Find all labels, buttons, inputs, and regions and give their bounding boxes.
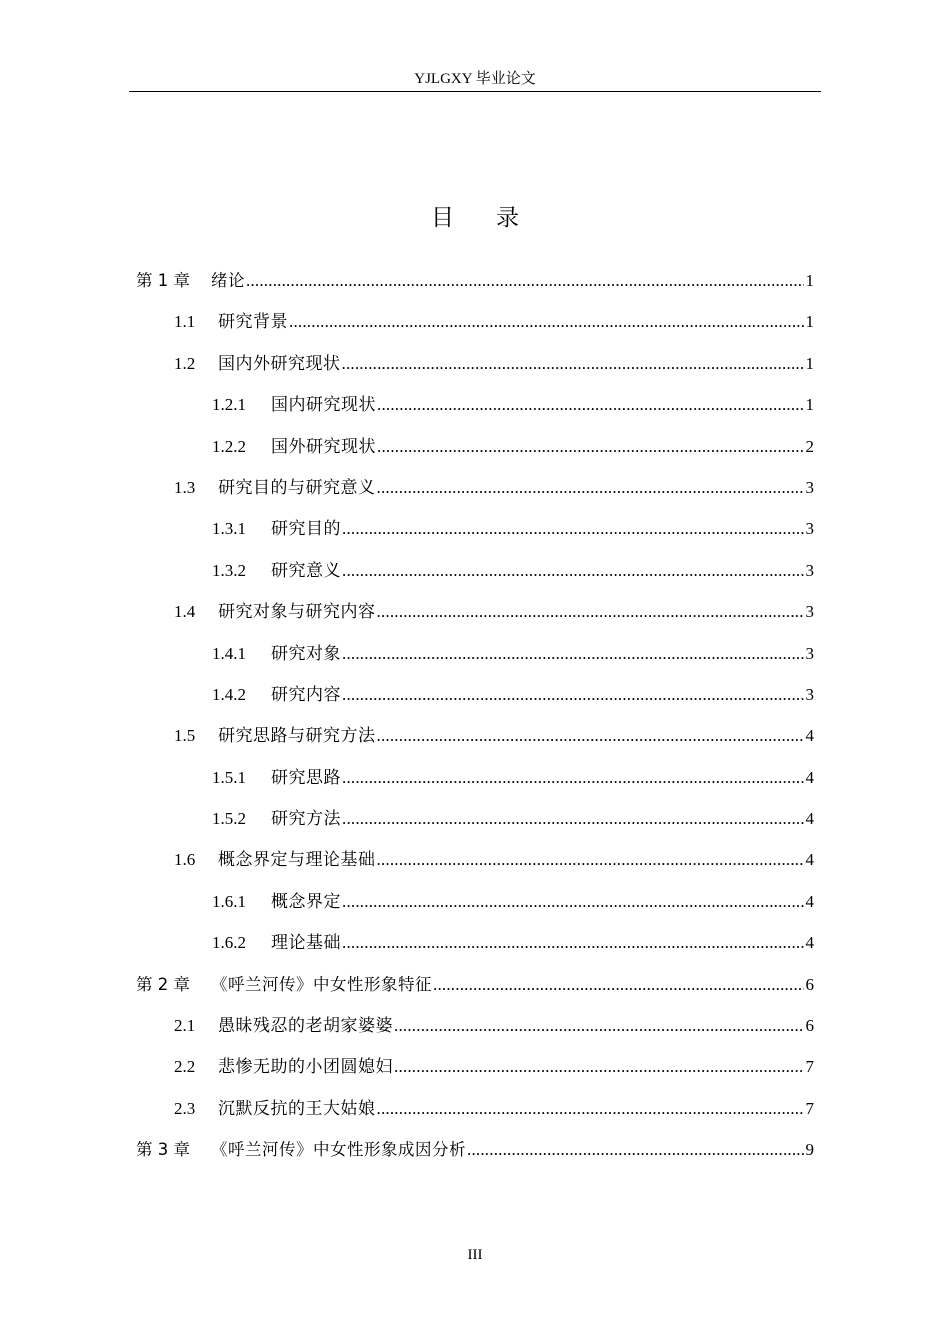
toc-entry-number: 1.2.2 — [212, 436, 246, 456]
toc-entry-title: 研究思路 — [271, 767, 341, 787]
toc-title-char-2: 录 — [496, 205, 519, 231]
toc-entry-page: 4 — [805, 726, 814, 746]
toc-entry-title: 研究目的 — [271, 519, 341, 539]
toc-entry[interactable] — [136, 467, 814, 508]
toc-entry-page: 4 — [805, 767, 814, 787]
toc-entry-page: 7 — [805, 1098, 814, 1118]
toc-entry[interactable] — [136, 922, 814, 963]
toc-entry-page: 3 — [805, 643, 814, 663]
toc-dot-leader — [433, 964, 804, 1005]
toc-entry-title: 悲惨无助的小团圆媳妇 — [218, 1057, 393, 1077]
toc-entry-page: 1 — [805, 353, 814, 373]
toc-entry-number: 第 3 章 — [136, 1140, 190, 1160]
toc-entry-title: 绪论 — [211, 271, 245, 290]
toc-entry[interactable] — [136, 426, 814, 467]
toc-dot-leader — [342, 343, 805, 384]
toc-entry[interactable] — [136, 301, 814, 342]
toc-entry-page: 4 — [805, 933, 814, 953]
toc-entry-number: 1.4.2 — [212, 684, 246, 704]
toc-entry-number: 1.4 — [174, 602, 196, 622]
toc-entry-page: 4 — [805, 809, 814, 829]
toc-dot-leader — [342, 798, 804, 839]
toc-entry-title: 研究方法 — [271, 809, 341, 829]
toc-entry[interactable] — [136, 633, 814, 674]
toc-entry-number: 2.2 — [174, 1057, 196, 1077]
toc-dot-leader — [342, 508, 804, 549]
toc-entry-title: 概念界定 — [271, 891, 341, 911]
toc-dot-leader — [394, 1005, 804, 1046]
toc-title-char-1: 目 — [431, 205, 454, 231]
toc-entry-page: 1 — [805, 271, 814, 290]
toc-entry[interactable] — [136, 674, 814, 715]
toc-entry-title: 《呼兰河传》中女性形象特征 — [211, 974, 432, 994]
toc-entry-title: 研究内容 — [271, 684, 341, 704]
toc-entry-title: 研究目的与研究意义 — [218, 477, 376, 497]
toc-entry-page: 2 — [805, 436, 814, 456]
toc-entry-title: 研究思路与研究方法 — [218, 726, 376, 746]
toc-entry-title: 《呼兰河传》中女性形象成因分析 — [211, 1140, 466, 1160]
toc-entry-page: 4 — [805, 891, 814, 911]
toc-entry[interactable] — [136, 715, 814, 756]
toc-entry-page: 1 — [805, 312, 814, 332]
toc-entry-title: 愚昧残忍的老胡家婆婆 — [218, 1016, 393, 1036]
toc-entry-number: 1.5.2 — [212, 809, 246, 829]
toc-entry-number: 第 2 章 — [136, 974, 190, 994]
toc-entry-page: 3 — [805, 477, 814, 497]
toc-entry[interactable] — [136, 550, 814, 591]
toc-entry-number: 1.3.1 — [212, 519, 246, 539]
toc-dot-leader — [377, 426, 804, 467]
toc-dot-leader — [342, 633, 804, 674]
toc-entry-title: 研究对象与研究内容 — [218, 602, 376, 622]
toc-entry-title: 沉默反抗的王大姑娘 — [218, 1098, 376, 1118]
toc-entry-page: 3 — [805, 602, 814, 622]
toc-entry[interactable] — [136, 1046, 814, 1087]
toc-dot-leader — [377, 1088, 805, 1129]
toc-entry-number: 1.5 — [174, 726, 196, 746]
toc-entry[interactable] — [136, 384, 814, 425]
toc-entry-page: 6 — [805, 1016, 814, 1036]
toc-entry[interactable] — [136, 839, 814, 880]
toc-entry-page: 3 — [805, 519, 814, 539]
toc-entry[interactable] — [136, 798, 814, 839]
toc-dot-leader — [377, 839, 805, 880]
toc-entry-number: 第 1 章 — [136, 271, 190, 290]
toc-entry[interactable] — [136, 1088, 814, 1129]
toc-entry-number: 1.2.1 — [212, 395, 246, 415]
toc-dot-leader — [342, 881, 804, 922]
header-rule — [129, 91, 821, 92]
toc-entry-number: 1.3 — [174, 477, 196, 497]
toc-entry-title: 理论基础 — [271, 933, 341, 953]
toc-title — [0, 200, 950, 236]
toc-entry-number: 1.6 — [174, 850, 196, 870]
toc-dot-leader — [377, 467, 805, 508]
toc-entry-page: 7 — [805, 1057, 814, 1077]
toc-dot-leader — [246, 260, 804, 301]
toc-dot-leader — [342, 550, 804, 591]
toc-entry[interactable] — [136, 964, 814, 1005]
toc-entry-title: 国内外研究现状 — [218, 353, 341, 373]
toc-entry-page: 1 — [805, 395, 814, 415]
toc-entry-title: 国内研究现状 — [271, 395, 376, 415]
toc-entry-number: 1.6.1 — [212, 891, 246, 911]
toc-entry-title: 国外研究现状 — [271, 436, 376, 456]
toc-entry-number: 2.3 — [174, 1098, 196, 1118]
toc-entry-title: 研究背景 — [218, 312, 288, 332]
toc-entry-title: 研究对象 — [271, 643, 341, 663]
toc-dot-leader — [289, 301, 804, 342]
toc-entry-page: 6 — [805, 974, 814, 994]
toc-entry-title: 研究意义 — [271, 560, 341, 580]
toc-entry[interactable] — [136, 260, 814, 301]
toc-entry-number: 1.2 — [174, 353, 196, 373]
table-of-contents — [136, 260, 814, 1171]
toc-entry-number: 1.5.1 — [212, 767, 246, 787]
page-number: III — [467, 1247, 483, 1263]
toc-dot-leader — [394, 1046, 804, 1087]
toc-entry[interactable] — [136, 1005, 814, 1046]
toc-entry-number: 1.4.1 — [212, 643, 246, 663]
toc-entry[interactable] — [136, 591, 814, 632]
toc-entry[interactable] — [136, 757, 814, 798]
running-header: YJLGXY 毕业论文 — [414, 71, 536, 87]
toc-entry-page: 3 — [805, 684, 814, 704]
toc-dot-leader — [342, 922, 804, 963]
toc-entry[interactable] — [136, 343, 814, 384]
toc-entry-title: 概念界定与理论基础 — [218, 850, 376, 870]
toc-dot-leader — [467, 1129, 804, 1170]
toc-entry-page: 4 — [805, 850, 814, 870]
toc-dot-leader — [342, 674, 804, 715]
toc-entry-number: 1.3.2 — [212, 560, 246, 580]
toc-entry-number: 1.6.2 — [212, 933, 246, 953]
toc-entry-page: 9 — [805, 1140, 814, 1160]
toc-dot-leader — [342, 757, 804, 798]
toc-entry-page: 3 — [805, 560, 814, 580]
toc-entry[interactable] — [136, 1129, 814, 1170]
toc-entry[interactable] — [136, 508, 814, 549]
toc-entry[interactable] — [136, 881, 814, 922]
toc-dot-leader — [377, 384, 804, 425]
toc-dot-leader — [377, 715, 805, 756]
toc-dot-leader — [377, 591, 805, 632]
toc-entry-number: 1.1 — [174, 312, 196, 332]
toc-entry-number: 2.1 — [174, 1016, 196, 1036]
